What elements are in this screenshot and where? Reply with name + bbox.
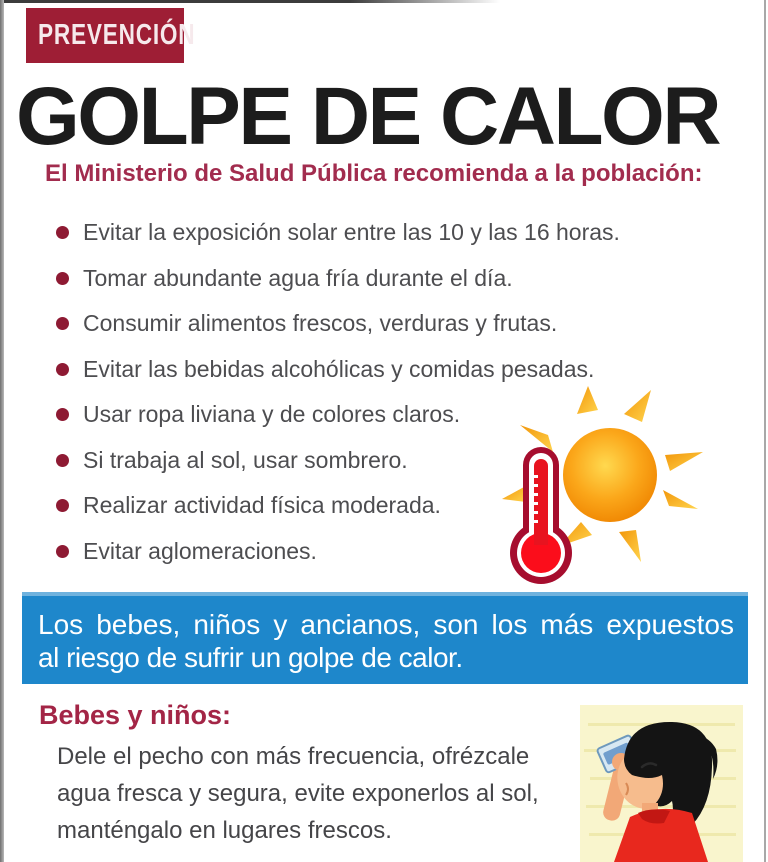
risk-warning-banner [22,592,748,684]
bullet-dot [56,317,69,330]
recommendation-item [56,210,620,256]
risk-warning-line1: Los bebes, niños y ancianos, son los más expuestos [38,609,734,640]
babies-paragraph-line: agua fresca y segura, evite exponerlos al sol, [57,780,539,807]
recommendation-item [56,301,620,347]
bullet-dot [56,363,69,376]
bullet-dot [56,408,69,421]
recommendation-text: Usar ropa liviana y de colores claros. [83,401,461,428]
prevention-badge-label: PREVENCIÓN [38,19,196,51]
poster-left-edge [0,0,4,862]
bullet-dot [56,272,69,285]
sun-icon [563,428,657,522]
poster-title: GOLPE DE CALOR [16,71,720,162]
risk-warning-line2: al riesgo de sufrir un golpe de calor. [38,642,463,673]
recommendation-text: Evitar aglomeraciones. [83,537,317,564]
babies-paragraph-line: Dele el pecho con más frecuencia, ofrézcale [57,743,530,770]
bullet-dot [56,545,69,558]
thermometer-icon [510,447,572,584]
prevention-badge [26,8,196,63]
bullet-dot [56,499,69,512]
babies-section-paragraph [57,738,539,849]
child-drinking-water-icon [580,705,743,862]
sun-and-thermometer-illustration [493,383,765,593]
recommendation-text: Si trabaja al sol, usar sombrero. [83,446,408,473]
bullet-dot [56,454,69,467]
recommendation-text: Evitar la exposición solar entre las 10 y las 16 horas. [83,219,620,246]
poster-top-edge [0,0,500,3]
babies-section-heading: Bebes y niños: [39,700,232,730]
recommendation-text: Consumir alimentos frescos, verduras y frutas. [83,310,558,337]
recommendation-text: Evitar las bebidas alcohólicas y comidas pesadas. [83,355,595,382]
bullet-dot [56,226,69,239]
recommendation-text: Tomar abundante agua fría durante el día. [83,264,513,291]
recommendation-text: Realizar actividad física moderada. [83,492,441,519]
poster-subtitle: El Ministerio de Salud Pública recomienda a la población: [45,160,703,187]
babies-paragraph-line: manténgalo en lugares frescos. [57,817,392,844]
recommendation-item [56,256,620,302]
